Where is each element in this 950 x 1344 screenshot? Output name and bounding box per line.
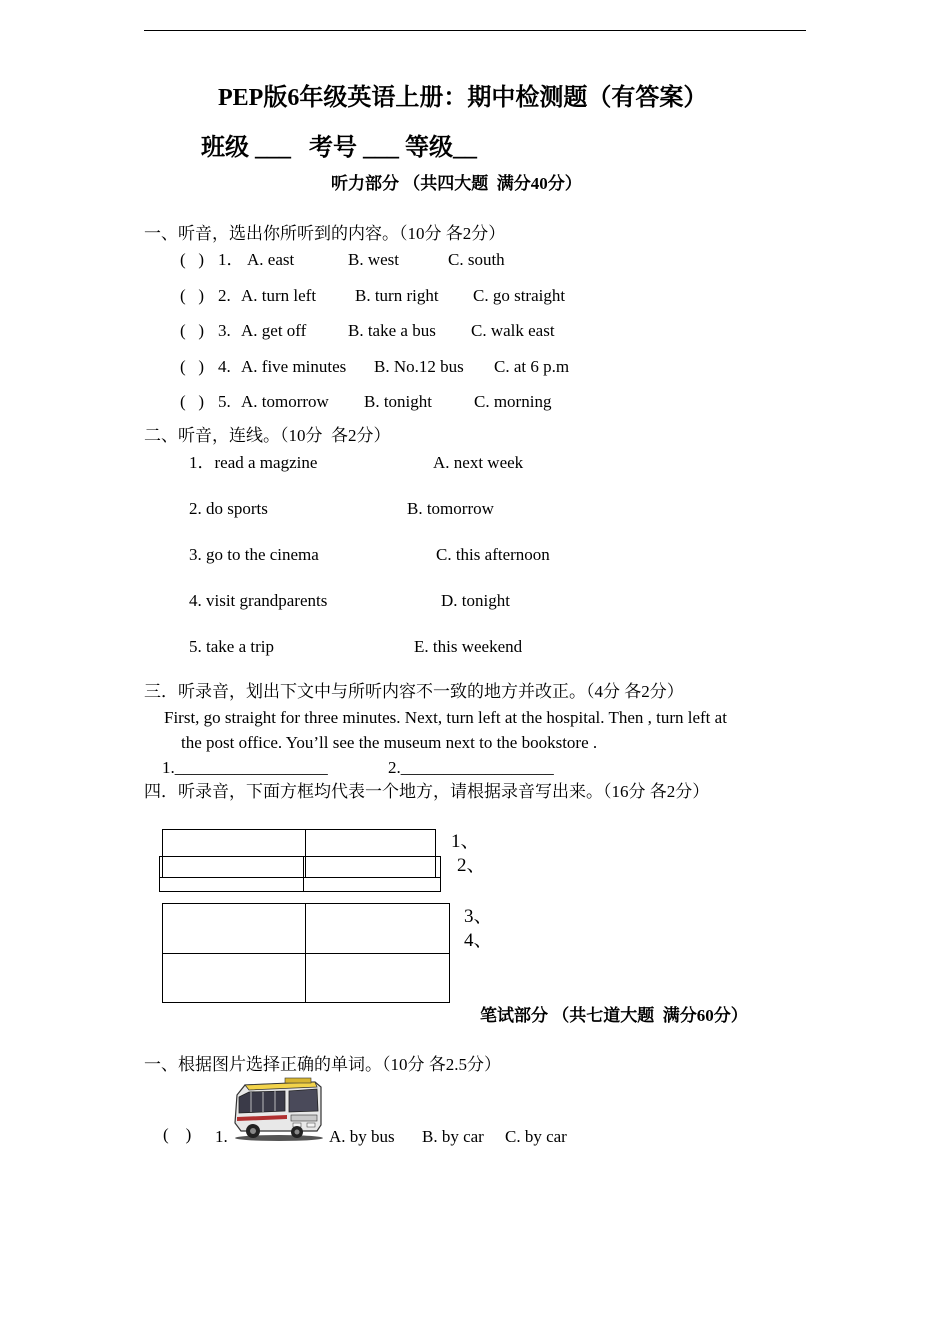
option-b: B. by car: [422, 1127, 484, 1146]
map-grid-overlap: [159, 856, 441, 892]
item-number: 5.: [218, 392, 231, 411]
option-a: A. get off: [241, 321, 307, 340]
option-a: A. tomorrow: [241, 392, 329, 411]
option-c: C. south: [448, 250, 505, 269]
item-number: 1.: [215, 1127, 228, 1146]
option-b: B. No.12 bus: [374, 357, 464, 376]
match-left-item[interactable]: 4. visit grandparents: [189, 591, 328, 610]
place-label-2: 2、: [457, 855, 486, 876]
match-left-item[interactable]: 2. do sports: [189, 499, 268, 518]
page-title: PEP版6年级英语上册：期中检测题（有答案）: [218, 85, 708, 111]
match-left-item[interactable]: 1．read a magzine: [189, 453, 318, 472]
option-c: C. morning: [474, 392, 552, 411]
item-number: 3.: [218, 321, 231, 340]
listening-header: 听力部分 （共四大题 满分40分）: [331, 174, 582, 193]
match-right-item[interactable]: E. this weekend: [414, 637, 523, 656]
answer-bracket[interactable]: ( ): [180, 392, 205, 411]
passage-line: First, go straight for three minutes. Next, turn left at the hospital. Then , turn left at: [164, 708, 727, 727]
item-number: 2.: [218, 286, 231, 305]
section4-heading: 四．听录音，下面方框均代表一个地方，请根据录音写出来。（16分 各2分）: [144, 782, 710, 801]
section1-heading: 一、听音，选出你所听到的内容。（10分 各2分）: [144, 224, 506, 243]
option-c: C. by car: [505, 1127, 567, 1146]
grid-divider: [159, 877, 441, 878]
option-c: C. go straight: [473, 286, 566, 305]
item-number: 4.: [218, 357, 231, 376]
top-rule: [144, 30, 806, 31]
place-label-4: 4、: [464, 930, 493, 951]
answer-bracket[interactable]: ( ): [180, 321, 205, 340]
answer-bracket[interactable]: ( ): [180, 286, 205, 305]
answer-blank-1[interactable]: 1.__________________: [162, 758, 328, 777]
passage-line: the post office. You’ll see the museum next to the bookstore .: [181, 733, 598, 752]
option-a: A. turn left: [241, 286, 317, 305]
option-b: B. tonight: [364, 392, 433, 411]
place-label-1: 1、: [451, 831, 480, 852]
written-header: 笔试部分 （共七道大题 满分60分）: [480, 1006, 748, 1025]
match-right-item[interactable]: A. next week: [433, 453, 524, 472]
item-number: 1．: [218, 250, 244, 269]
class-info-line: 班级 ___ 考号 ___ 等级__: [201, 135, 477, 161]
option-a: A. by bus: [329, 1127, 395, 1146]
option-a: A. five minutes: [241, 357, 347, 376]
place-label-3: 3、: [464, 906, 493, 927]
section3-heading: 三．听录音，划出下文中与所听内容不一致的地方并改正。（4分 各2分）: [144, 682, 684, 701]
option-c: C. at 6 p.m: [494, 357, 570, 376]
grid-divider: [303, 856, 304, 892]
option-b: B. take a bus: [348, 321, 436, 340]
option-a: A. east: [247, 250, 295, 269]
match-right-item[interactable]: B. tomorrow: [407, 499, 494, 518]
option-b: B. turn right: [355, 286, 439, 305]
option-c: C. walk east: [471, 321, 555, 340]
match-right-item[interactable]: C. this afternoon: [436, 545, 550, 564]
option-b: B. west: [348, 250, 399, 269]
grid-divider: [162, 953, 450, 954]
answer-bracket[interactable]: ( ): [180, 250, 205, 269]
match-right-item[interactable]: D. tonight: [441, 591, 510, 610]
answer-bracket[interactable]: ( ): [163, 1125, 192, 1144]
bus-icon: [231, 1077, 325, 1143]
match-left-item[interactable]: 5. take a trip: [189, 637, 274, 656]
answer-blank-2[interactable]: 2.__________________: [388, 758, 554, 777]
written-section1-heading: 一、根据图片选择正确的单词。（10分 各2.5分）: [144, 1055, 501, 1074]
section2-heading: 二、听音，连线。（10分 各2分）: [144, 426, 391, 445]
match-left-item[interactable]: 3. go to the cinema: [189, 545, 319, 564]
answer-bracket[interactable]: ( ): [180, 357, 205, 376]
